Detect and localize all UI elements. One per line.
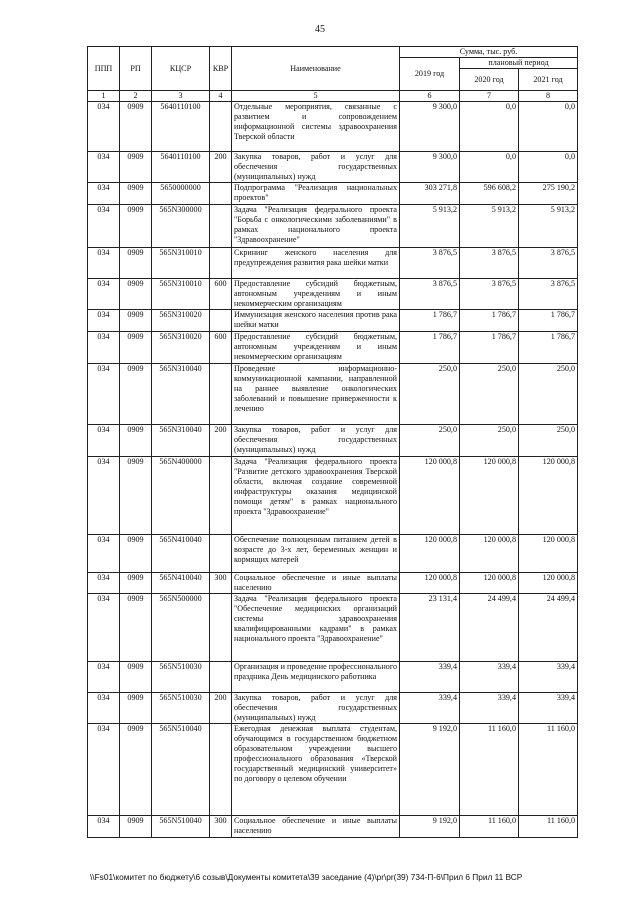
cell-rp: 0909 — [120, 364, 152, 425]
cell-name: Задача "Реализация федерального проекта "Борьба с онкологическими заболеваниями" в рамках национального проекта "Здравоохранение" — [232, 205, 400, 248]
cell-ppp: 034 — [88, 425, 120, 457]
table-row — [88, 205, 578, 248]
cell-ppp: 034 — [88, 535, 120, 573]
cell-kcsr: 565N510030 — [152, 662, 210, 693]
cell-kvr — [210, 248, 232, 279]
table-row — [88, 310, 578, 332]
cell-2021: 3 876,5 — [519, 248, 578, 279]
cell-kvr — [210, 205, 232, 248]
cell-kvr — [210, 457, 232, 535]
table-row — [88, 364, 578, 425]
cell-2020: 120 000,8 — [460, 535, 519, 573]
cell-2020: 250,0 — [460, 425, 519, 457]
cell-name: Задача "Реализация федерального проекта "Обеспечение медицинских организаций системы здравоохранения квалифицированными кадрами" в рамках национального проекта "Здравоохранение" — [232, 594, 400, 662]
cell-2020: 339,4 — [460, 693, 519, 724]
cell-2020: 0,0 — [460, 102, 519, 152]
table-row — [88, 662, 578, 693]
cell-2019: 250,0 — [400, 364, 460, 425]
cell-kcsr: 565N410040 — [152, 573, 210, 594]
col-number: 2 — [120, 91, 152, 102]
cell-2021: 0,0 — [519, 102, 578, 152]
cell-ppp: 034 — [88, 310, 120, 332]
col-number: 6 — [400, 91, 460, 102]
cell-rp: 0909 — [120, 248, 152, 279]
cell-2020: 3 876,5 — [460, 279, 519, 310]
cell-kcsr: 565N310020 — [152, 310, 210, 332]
cell-name: Подпрограмма "Реализация национальных проектов" — [232, 183, 400, 205]
cell-2019: 303 271,8 — [400, 183, 460, 205]
cell-2020: 1 786,7 — [460, 332, 519, 364]
cell-2020: 11 160,0 — [460, 724, 519, 816]
table-row — [88, 693, 578, 724]
cell-2019: 120 000,8 — [400, 535, 460, 573]
cell-ppp: 034 — [88, 279, 120, 310]
cell-2019: 1 786,7 — [400, 332, 460, 364]
cell-2020: 120 000,8 — [460, 573, 519, 594]
header-2021: 2021 год — [519, 69, 578, 91]
column-numbers-row — [88, 91, 578, 102]
cell-kcsr: 5640110100 — [152, 152, 210, 183]
cell-2020: 5 913,2 — [460, 205, 519, 248]
cell-2021: 0,0 — [519, 152, 578, 183]
cell-kcsr: 565N400000 — [152, 457, 210, 535]
cell-name: Социальное обеспечение и иные выплаты населению — [232, 573, 400, 594]
cell-2019: 339,4 — [400, 662, 460, 693]
table-row — [88, 183, 578, 205]
col-number: 8 — [519, 91, 578, 102]
header-ppp: ППП — [88, 47, 120, 91]
cell-rp: 0909 — [120, 332, 152, 364]
cell-name: Проведение информационно-коммуникационной кампании, направленной на раннее выявление онкологических заболеваний и повышение приверженности к лечению — [232, 364, 400, 425]
header-planned-period: плановый период — [460, 58, 578, 69]
cell-2021: 120 000,8 — [519, 457, 578, 535]
cell-kvr: 300 — [210, 573, 232, 594]
cell-2021: 5 913,2 — [519, 205, 578, 248]
cell-kcsr: 5640110100 — [152, 102, 210, 152]
header-rp: РП — [120, 47, 152, 91]
cell-rp: 0909 — [120, 535, 152, 573]
cell-kvr: 600 — [210, 279, 232, 310]
cell-2021: 11 160,0 — [519, 816, 578, 838]
cell-kcsr: 565N310040 — [152, 425, 210, 457]
cell-2019: 3 876,5 — [400, 248, 460, 279]
cell-2021: 120 000,8 — [519, 573, 578, 594]
cell-ppp: 034 — [88, 457, 120, 535]
cell-rp: 0909 — [120, 152, 152, 183]
cell-kcsr: 565N310020 — [152, 332, 210, 364]
cell-ppp: 034 — [88, 816, 120, 838]
cell-kcsr: 5650000000 — [152, 183, 210, 205]
cell-2020: 11 160,0 — [460, 816, 519, 838]
cell-ppp: 034 — [88, 693, 120, 724]
cell-ppp: 034 — [88, 102, 120, 152]
cell-2021: 1 786,7 — [519, 310, 578, 332]
cell-2020: 120 000,8 — [460, 457, 519, 535]
cell-2021: 250,0 — [519, 425, 578, 457]
cell-name: Социальное обеспечение и иные выплаты населению — [232, 816, 400, 838]
cell-name: Предоставление субсидий бюджетным, автономным учреждениям и иным некоммерческим организациям — [232, 279, 400, 310]
cell-ppp: 034 — [88, 183, 120, 205]
cell-2020: 0,0 — [460, 152, 519, 183]
cell-2021: 24 499,4 — [519, 594, 578, 662]
cell-kcsr: 565N510030 — [152, 693, 210, 724]
cell-name: Ежегодная денежная выплата студентам, обучающимся в государственном бюджетном образовательном учреждении высшего профессионального образования «Тверской государственный медицинский университет» по договору о целевом обучении — [232, 724, 400, 816]
table-row — [88, 152, 578, 183]
cell-ppp: 034 — [88, 364, 120, 425]
cell-kvr: 200 — [210, 152, 232, 183]
cell-2019: 3 876,5 — [400, 279, 460, 310]
table-row — [88, 457, 578, 535]
cell-kvr: 600 — [210, 332, 232, 364]
table-row — [88, 425, 578, 457]
table-row — [88, 535, 578, 573]
cell-name: Закупка товаров, работ и услуг для обеспечения государственных (муниципальных) нужд — [232, 425, 400, 457]
cell-2020: 596 608,2 — [460, 183, 519, 205]
cell-kvr — [210, 724, 232, 816]
cell-rp: 0909 — [120, 205, 152, 248]
cell-rp: 0909 — [120, 816, 152, 838]
cell-2019: 9 192,0 — [400, 816, 460, 838]
cell-kvr — [210, 364, 232, 425]
cell-2019: 339,4 — [400, 693, 460, 724]
col-number: 5 — [232, 91, 400, 102]
cell-name: Закупка товаров, работ и услуг для обеспечения государственных (муниципальных) нужд — [232, 152, 400, 183]
cell-rp: 0909 — [120, 183, 152, 205]
cell-kvr — [210, 594, 232, 662]
cell-kcsr: 565N310010 — [152, 248, 210, 279]
cell-name: Организация и проведение профессионального праздника День медицинского работника — [232, 662, 400, 693]
cell-ppp: 034 — [88, 594, 120, 662]
table-row — [88, 279, 578, 310]
cell-2020: 339,4 — [460, 662, 519, 693]
header-2020: 2020 год — [460, 69, 519, 91]
header-sum: Сумма, тыс. руб. — [400, 47, 578, 58]
col-number: 7 — [460, 91, 519, 102]
cell-kvr — [210, 183, 232, 205]
cell-kvr: 200 — [210, 693, 232, 724]
cell-name: Скрининг женского населения для предупреждения развития рака шейки матки — [232, 248, 400, 279]
cell-2021: 1 786,7 — [519, 332, 578, 364]
cell-2021: 120 000,8 — [519, 535, 578, 573]
cell-rp: 0909 — [120, 573, 152, 594]
header-name: Наименование — [232, 47, 400, 91]
cell-kcsr: 565N310010 — [152, 279, 210, 310]
cell-kvr: 300 — [210, 816, 232, 838]
page-number: 45 — [315, 24, 325, 35]
table-row — [88, 594, 578, 662]
cell-2021: 339,4 — [519, 693, 578, 724]
cell-2021: 339,4 — [519, 662, 578, 693]
cell-ppp: 034 — [88, 152, 120, 183]
cell-kcsr: 565N510040 — [152, 816, 210, 838]
cell-2020: 24 499,4 — [460, 594, 519, 662]
cell-2020: 1 786,7 — [460, 310, 519, 332]
cell-kcsr: 565N410040 — [152, 535, 210, 573]
table-row — [88, 332, 578, 364]
cell-2019: 120 000,8 — [400, 573, 460, 594]
cell-2019: 120 000,8 — [400, 457, 460, 535]
cell-kvr — [210, 310, 232, 332]
cell-2019: 9 300,0 — [400, 102, 460, 152]
cell-rp: 0909 — [120, 724, 152, 816]
cell-ppp: 034 — [88, 205, 120, 248]
cell-kcsr: 565N300000 — [152, 205, 210, 248]
cell-kcsr: 565N510040 — [152, 724, 210, 816]
cell-ppp: 034 — [88, 724, 120, 816]
col-number: 1 — [88, 91, 120, 102]
cell-2019: 5 913,2 — [400, 205, 460, 248]
cell-2019: 1 786,7 — [400, 310, 460, 332]
cell-name: Закупка товаров, работ и услуг для обеспечения государственных (муниципальных) нужд — [232, 693, 400, 724]
cell-kvr — [210, 102, 232, 152]
cell-rp: 0909 — [120, 594, 152, 662]
cell-ppp: 034 — [88, 332, 120, 364]
cell-rp: 0909 — [120, 279, 152, 310]
cell-2019: 23 131,4 — [400, 594, 460, 662]
cell-rp: 0909 — [120, 425, 152, 457]
cell-2019: 9 192,0 — [400, 724, 460, 816]
cell-kvr: 200 — [210, 425, 232, 457]
col-number: 4 — [210, 91, 232, 102]
table-row — [88, 724, 578, 816]
table-row — [88, 102, 578, 152]
cell-kcsr: 565N310040 — [152, 364, 210, 425]
table-row — [88, 816, 578, 838]
cell-rp: 0909 — [120, 457, 152, 535]
header-2019: 2019 год — [400, 58, 460, 91]
cell-kcsr: 565N500000 — [152, 594, 210, 662]
cell-name: Обеспечение полноценным питанием детей в возрасте до 3-х лет, беременных женщин и кормящих матерей — [232, 535, 400, 573]
cell-2021: 275 190,2 — [519, 183, 578, 205]
budget-table — [87, 46, 578, 838]
cell-2020: 250,0 — [460, 364, 519, 425]
cell-rp: 0909 — [120, 310, 152, 332]
cell-kvr — [210, 662, 232, 693]
cell-2020: 3 876,5 — [460, 248, 519, 279]
cell-ppp: 034 — [88, 248, 120, 279]
cell-2021: 250,0 — [519, 364, 578, 425]
cell-rp: 0909 — [120, 102, 152, 152]
cell-name: Предоставление субсидий бюджетным, автономным учреждениям и иным некоммерческим организациям — [232, 332, 400, 364]
file-path-footer: \\Fs01\комитет по бюджету\6 созыв\Документы комитета\39 заседание (4)\pr\pr(39) 734-П-6\Прил 6 Прил 11 ВСР — [90, 872, 523, 882]
table-row — [88, 248, 578, 279]
header-kcsr: КЦСР — [152, 47, 210, 91]
cell-rp: 0909 — [120, 693, 152, 724]
cell-2021: 3 876,5 — [519, 279, 578, 310]
cell-2021: 11 160,0 — [519, 724, 578, 816]
cell-ppp: 034 — [88, 573, 120, 594]
cell-name: Отдельные мероприятия, связанные с развитием и сопровождением информационной системы здравоохранения Тверской области — [232, 102, 400, 152]
cell-2019: 250,0 — [400, 425, 460, 457]
cell-name: Иммунизация женского населения против рака шейки матки — [232, 310, 400, 332]
cell-name: Задача "Реализация федерального проекта "Развитие детского здравоохранения Тверской области, включая создание современной инфраструктуры оказания медицинской помощи детям" в рамках национального проекта "Здравоохранение" — [232, 457, 400, 535]
table-row — [88, 573, 578, 594]
cell-kvr — [210, 535, 232, 573]
col-number: 3 — [152, 91, 210, 102]
cell-ppp: 034 — [88, 662, 120, 693]
cell-rp: 0909 — [120, 662, 152, 693]
cell-2019: 9 300,0 — [400, 152, 460, 183]
header-kvr: КВР — [210, 47, 232, 91]
